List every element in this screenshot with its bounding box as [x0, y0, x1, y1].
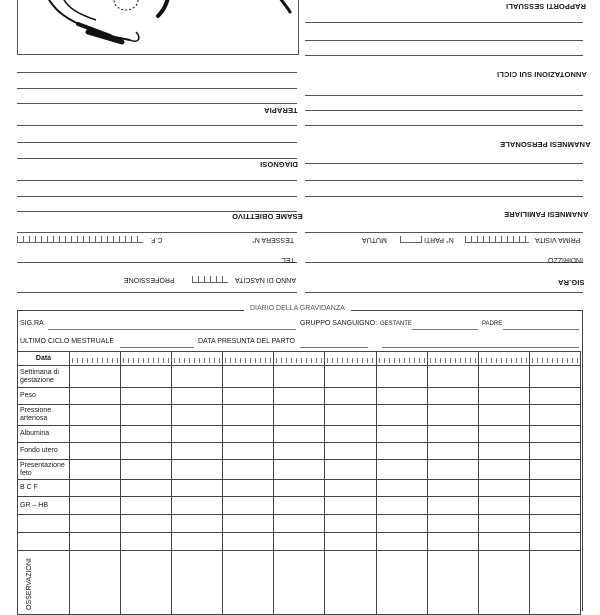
table-row	[18, 480, 581, 497]
date-cell[interactable]	[325, 352, 376, 366]
table-row-osservazioni	[18, 551, 581, 615]
diary-title: DIARIO DELLA GRAVIDANZA	[244, 305, 351, 312]
row-header-presentazione: Presentazione feto	[18, 460, 70, 480]
label-tel: TEL.	[280, 256, 295, 263]
date-cell[interactable]	[274, 352, 325, 366]
label-anno-nascita: ANNO DI NASCITA	[235, 276, 296, 283]
date-cell[interactable]	[70, 352, 121, 366]
sig-ra-field[interactable]	[48, 329, 296, 330]
ultimo-ciclo-field[interactable]	[120, 347, 194, 348]
table-row	[18, 388, 581, 405]
label-gruppo-sanguigno: GRUPPO SANGUIGNO:	[300, 320, 378, 327]
table-row	[18, 443, 581, 460]
row-header-osservazioni	[18, 551, 70, 615]
row-header-albumina: Albumina	[18, 426, 70, 443]
row-header-data: Data	[18, 352, 70, 366]
label-tessera: TESSERA N°	[252, 236, 295, 243]
label-cf: C.F.	[150, 236, 163, 243]
row-header-settimana: Settimana di gestazione	[18, 366, 70, 388]
anno-nascita-field[interactable]	[192, 276, 228, 283]
date-cell[interactable]	[121, 352, 172, 366]
table-row	[18, 366, 581, 388]
date-cell[interactable]	[427, 352, 478, 366]
row-header-bcf: B C F	[18, 480, 70, 497]
label-sig-ra-top: SIG.RA	[558, 278, 585, 287]
label-esame-obiettivo: ESAME OBIETTIVO	[232, 212, 303, 221]
table-row	[18, 497, 581, 515]
label-prima-visita: PRIMA VISITA	[535, 236, 581, 243]
label-padre: PADRE	[482, 321, 503, 327]
cf-field[interactable]	[17, 236, 143, 243]
label-indirizzo: INDIRIZZO	[548, 256, 583, 263]
prima-visita-date-field[interactable]	[465, 236, 529, 243]
date-cell[interactable]	[172, 352, 223, 366]
label-rapporti-sessuali: RAPPORTI SESSUALI	[506, 2, 587, 11]
gestante-field[interactable]	[412, 329, 478, 330]
label-annotazioni-cicli: ANNOTAZIONI SUI CICLI	[497, 70, 587, 79]
date-cell[interactable]	[223, 352, 274, 366]
row-header-peso: Peso	[18, 388, 70, 405]
label-anamnesi-personale: ANAMNESI PERSONALE	[500, 140, 591, 149]
label-gestante: GESTANTE	[380, 321, 412, 327]
date-cell[interactable]	[529, 352, 580, 366]
padre-field[interactable]	[503, 329, 579, 330]
label-data-presunta: DATA PRESUNTA DEL PARTO	[198, 338, 295, 345]
row-header-gr-hb: GR – HB	[18, 497, 70, 515]
date-cell[interactable]	[478, 352, 529, 366]
table-row	[18, 426, 581, 443]
date-cell[interactable]	[376, 352, 427, 366]
label-professione: PROFESSIONE	[124, 276, 175, 283]
n-parti-field[interactable]	[400, 236, 422, 243]
table-row	[18, 460, 581, 480]
table-row	[18, 515, 581, 533]
label-n-parti: N° PARTI	[424, 236, 454, 243]
label-ultimo-ciclo: ULTIMO CICLO MESTRUALE	[20, 338, 114, 345]
pregnancy-diary-table	[17, 351, 581, 615]
data-presunta-field[interactable]	[300, 347, 368, 348]
row-header-fondo-utero: Fondo utero	[18, 443, 70, 460]
label-diagnosi: DIAGNOSI	[260, 160, 298, 169]
label-terapia: TERAPIA	[264, 106, 298, 115]
illustration-box	[17, 0, 299, 55]
label-anamnesi-familiare: ANAMNESI FAMILIARE	[504, 210, 589, 219]
table-row	[18, 533, 581, 551]
label-mutua: MUTUA	[362, 236, 387, 243]
hands-illustration	[18, 0, 298, 54]
table-row	[18, 405, 581, 426]
row-header-pressione: Pressione arteriosa	[18, 405, 70, 426]
table-row	[18, 352, 581, 366]
label-sig-ra-diary: SIG.RA	[20, 320, 44, 327]
osservazioni-label: OSSERVAZIONI	[26, 558, 33, 610]
